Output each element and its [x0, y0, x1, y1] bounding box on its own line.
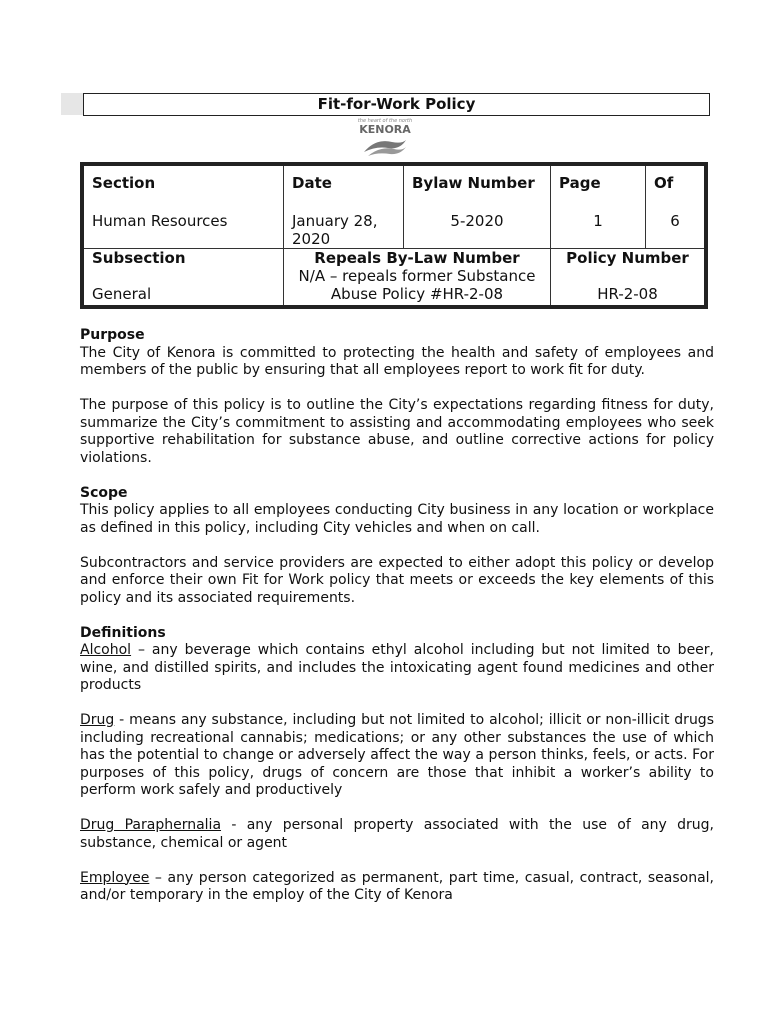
subsection-value: General: [92, 285, 152, 303]
definition-item: [80, 870, 714, 905]
repeals-cell: [284, 249, 551, 308]
page-label: Page: [551, 164, 646, 212]
repeals-label: Repeals By-Law Number: [314, 249, 520, 267]
logo-tagline: the heart of the north: [357, 118, 413, 124]
definition-term: Alcohol: [80, 642, 132, 658]
definition-item: [80, 642, 714, 695]
document-title: Fit-for-Work Policy: [83, 93, 710, 116]
scope-paragraph-1: This policy applies to all employees conducting City business in any location or workplace as defined in this policy, including City vehicles and when on call.: [80, 502, 714, 536]
definition-text: – any person categorized as permanent, part time, casual, contract, seasonal, and/or temporary in the employ of the City of Kenora: [80, 869, 714, 903]
subsection-label: Subsection: [92, 249, 186, 267]
purpose-heading: Purpose: [80, 327, 145, 343]
definition-text: - any personal property associated with the use of any drug, substance, chemical or agent: [80, 817, 714, 851]
policy-info-table: [80, 162, 708, 309]
purpose-paragraph-2: The purpose of this policy is to outline the City’s expectations regarding fitness for duty, summarize the City’s commitment to assisting and accommodating employees who seek supportive rehabilitation for substance abuse, and outline corrective actions for policy violations.: [80, 397, 714, 466]
scope-heading: Scope: [80, 484, 128, 501]
definition-term: Drug Paraphernalia: [80, 817, 222, 833]
policy-number-label: Policy Number: [566, 249, 689, 267]
definition-item: [80, 712, 714, 800]
section-value: Human Resources: [82, 212, 284, 249]
subsection-cell: [82, 249, 284, 308]
bylaw-label: Bylaw Number: [404, 164, 551, 212]
of-label: Of: [646, 164, 707, 212]
policy-body: [80, 327, 714, 922]
section-label: Section: [82, 164, 284, 212]
definitions-heading: Definitions: [80, 624, 166, 641]
of-value: 6: [646, 212, 707, 249]
definition-term: Drug: [80, 712, 115, 728]
purpose-paragraph-1: The City of Kenora is committed to protecting the health and safety of employees and members of the public by ensuring that all employees report to work fit for duty.: [80, 344, 714, 378]
scope-paragraph-2: Subcontractors and service providers are expected to either adopt this policy or develop and enforce their own Fit for Work policy that meets or exceeds the key elements of this policy and its associated requirements.: [80, 554, 714, 606]
date-value: January 28, 2020: [284, 212, 404, 249]
logo-name: KENORA: [359, 123, 411, 136]
title-shading: [61, 93, 83, 115]
definition-item: [80, 817, 714, 852]
city-logo: [352, 118, 418, 162]
definition-text: – any beverage which contains ethyl alcohol including but not limited to beer, wine, and distilled spirits, and includes the intoxicating agent found medicines and other products: [80, 642, 714, 693]
policy-number-cell: [551, 249, 707, 308]
repeals-value: N/A – repeals former Substance Abuse Policy #HR-2-08: [298, 267, 536, 303]
kenora-wave-logo-icon: [362, 136, 408, 158]
policy-number-value: HR-2-08: [597, 285, 658, 303]
page-value: 1: [551, 212, 646, 249]
definition-term: Employee: [80, 869, 150, 886]
definition-text: - means any substance, including but not limited to alcohol; illicit or non-illicit drugs including recreational cannabis; medications; or any other substances the use of which has the potential to change or adversely affect the way a person thinks, feels, or acts. For purposes of this policy, drugs of concern are those that inhibit a worker’s ability to perform work safely and productively: [80, 712, 714, 798]
bylaw-value: 5-2020: [404, 212, 551, 249]
date-label: Date: [284, 164, 404, 212]
